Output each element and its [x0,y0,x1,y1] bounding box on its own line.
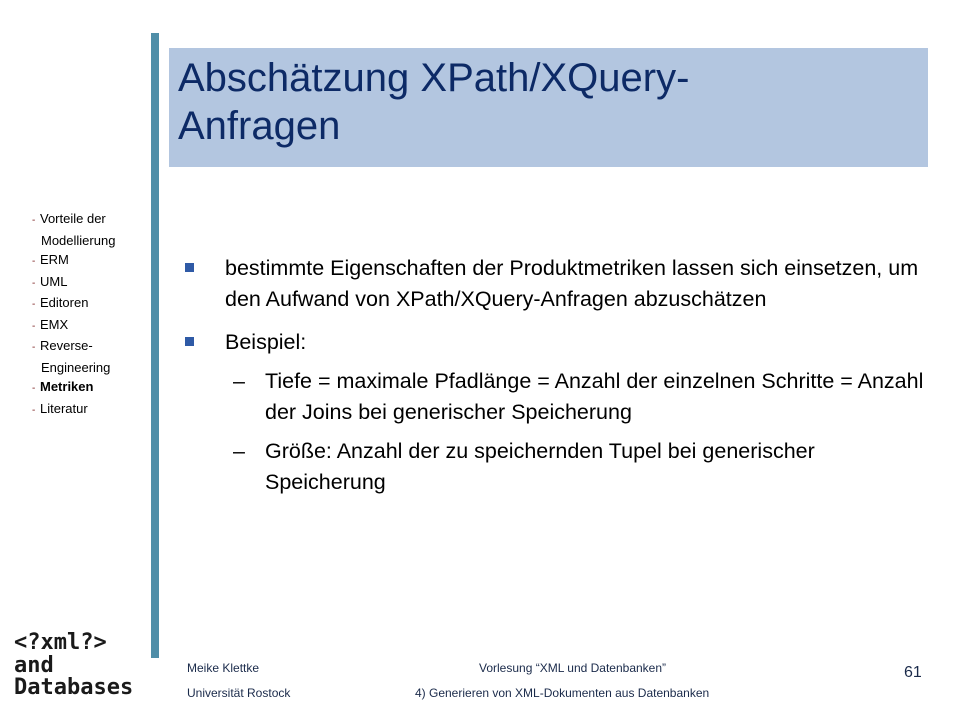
nav-dash: - [32,299,36,310]
nav-item-literatur[interactable]: - Literatur [32,399,150,421]
section-navigation [32,209,150,420]
nav-item-vorteile[interactable]: - Vorteile der Modellierung [32,211,116,248]
vertical-accent-bar [151,33,159,658]
sub-bullet-item [185,366,935,428]
nav-dash: - [32,215,36,226]
sub-bullet-dash: – [233,369,245,393]
sub-bullet-item [185,436,935,498]
logo-line-databases: Databases [14,675,134,700]
sub-bullet-dash: – [233,439,245,463]
nav-dash: - [32,383,36,394]
course-logo [14,632,133,700]
nav-dash: - [32,404,36,416]
square-bullet-icon [185,263,194,272]
footer-author: Meike Klettke [187,661,260,675]
footer-lecture: Vorlesung “XML und Datenbanken” [479,661,667,675]
nav-item-emx[interactable]: - EMX [32,315,150,337]
footer-chapter: 4) Generieren von XML-Dokumenten aus Datenbanken [415,686,710,700]
slide-title-line1: Abschätzung XPath/XQuery- [178,56,690,100]
nav-dash: - [32,256,36,267]
sub-bullet-text: Tiefe = maximale Pfadlänge = Anzahl der einzelnen Schritte = Anzahl der Joins bei generischer Speicherung [265,369,924,424]
nav-item-metriken[interactable]: - Metriken [32,377,150,399]
logo-line-xml: <?xml?> [14,630,107,655]
slide-title [178,54,918,150]
sub-bullet-text: Größe: Anzahl der zu speichernden Tupel bei generischer Speicherung [265,439,815,494]
nav-dash: - [32,320,36,332]
nav-item-uml[interactable]: - UML [32,272,150,294]
bullet-item [185,253,935,315]
nav-dash: - [32,342,36,353]
logo-line-and: and [14,652,54,678]
nav-item-editoren[interactable]: - Editoren [32,293,150,315]
nav-item-reverse-engineering[interactable]: - Reverse- Engineering [32,338,111,375]
bullet-text: bestimmte Eigenschaften der Produktmetriken lassen sich einsetzen, um den Aufwand von XPath/XQuery-Anfragen abzuschätzen [225,256,919,311]
square-bullet-icon [185,337,194,346]
nav-dash: - [32,277,36,289]
page-number: 61 [904,664,922,681]
footer-university: Universität Rostock [187,686,291,700]
nav-item-erm[interactable]: - ERM [32,250,150,272]
slide-body [185,253,935,510]
bullet-text: Beispiel: [225,330,307,354]
bullet-item [185,327,935,358]
slide-title-line2: Anfragen [178,104,341,148]
